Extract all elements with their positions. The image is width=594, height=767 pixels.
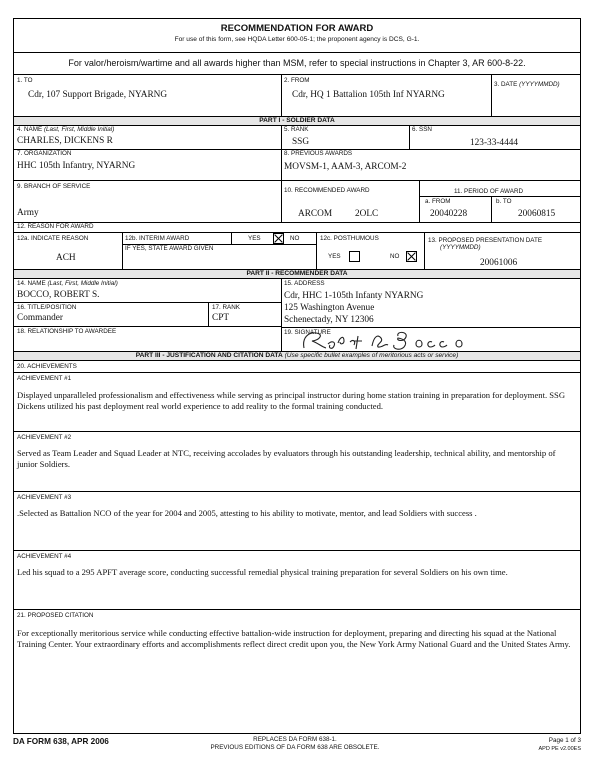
interim-state-label: IF YES, STATE AWARD GIVEN bbox=[125, 245, 214, 252]
form-subtitle: For use of this form, see HQDA Letter 600-05-1; the proponent agency is DCS, G-1. bbox=[174, 36, 420, 43]
recommender-rank-label: 17. RANK bbox=[212, 304, 240, 311]
achievement-3-label: ACHIEVEMENT #3 bbox=[17, 494, 72, 501]
presentation-date-format: (YYYYMMDD) bbox=[440, 244, 481, 251]
indicate-reason-label: 12a. INDICATE REASON bbox=[17, 235, 89, 242]
posthumous-no-label: NO bbox=[390, 253, 400, 260]
form-id: DA FORM 638, APR 2006 bbox=[13, 737, 109, 746]
achievements-label: 20. ACHIEVEMENTS bbox=[17, 363, 77, 370]
title-position-label: 16. TITLE/POSITION bbox=[17, 304, 77, 311]
branch-field[interactable]: Army bbox=[17, 208, 39, 218]
soldier-name-label: 4. NAME (Last, First, Middle Initial) bbox=[17, 126, 115, 133]
interim-award-label: 12b. INTERIM AWARD bbox=[125, 235, 190, 242]
branch-label: 9. BRANCH OF SERVICE bbox=[17, 183, 91, 190]
address-line1[interactable]: Cdr, HHC 1-105th Infanty NYARNG bbox=[284, 291, 424, 301]
presentation-date-field[interactable]: 20061006 bbox=[480, 258, 518, 268]
from-label: 2. FROM bbox=[284, 77, 310, 84]
posthumous-yes-checkbox[interactable] bbox=[349, 251, 360, 262]
rank-label: 5. RANK bbox=[284, 126, 309, 133]
achievement-4-text[interactable]: Led his squad to a 295 APFT average score, conducting successful remedial physical training preparation for several Soldiers on his own time. bbox=[17, 567, 508, 577]
relationship-label: 18. RELATIONSHIP TO AWARDEE bbox=[17, 328, 117, 335]
interim-no-checkbox[interactable] bbox=[273, 233, 284, 244]
org-field[interactable]: HHC 105th Infantry, NYARNG bbox=[17, 161, 136, 171]
achievement-1-label: ACHIEVEMENT #1 bbox=[17, 375, 72, 382]
part3-title: PART III - JUSTIFICATION AND CITATION DATA (Use specific bullet examples of meritorious acts or service) bbox=[135, 352, 459, 359]
achievement-4-label: ACHIEVEMENT #4 bbox=[17, 553, 72, 560]
ssn-field[interactable]: 123-33-4444 bbox=[470, 138, 519, 148]
replaces-line2: PREVIOUS EDITIONS OF DA FORM 638 ARE OBSOLETE. bbox=[210, 744, 380, 751]
page-number: Page 1 of 3 bbox=[548, 737, 581, 744]
citation-label: 21. PROPOSED CITATION bbox=[17, 612, 94, 619]
interim-no-label: NO bbox=[290, 235, 300, 242]
presentation-date-label: 13. PROPOSED PRESENTATION DATE bbox=[428, 237, 543, 244]
soldier-name-field[interactable]: CHARLES, DICKENS R bbox=[17, 136, 113, 146]
recommender-name-field[interactable]: BOCCO, ROBERT S. bbox=[17, 290, 100, 300]
address-label: 15. ADDRESS bbox=[284, 280, 325, 287]
signature-label: 19. SIGNATURE bbox=[284, 329, 331, 336]
achievement-2-text[interactable]: Served as Team Leader and Squad Leader at NTC, receiving accolades by evaluators through his outstanding leadership, technical ability, and mentorship of junior Soldiers. bbox=[17, 448, 556, 469]
period-from-label: a. FROM bbox=[425, 198, 451, 205]
form-instruction: For valor/heroism/wartime and all awards higher than MSM, refer to special instructions in Chapter 3, AR 600-8-22. bbox=[68, 58, 526, 68]
rec-award-field[interactable]: ARCOM bbox=[298, 209, 333, 219]
posthumous-no-checkbox[interactable] bbox=[406, 251, 417, 262]
posthumous-yes-label: YES bbox=[328, 253, 341, 260]
ssn-label: 6. SSN bbox=[412, 126, 432, 133]
rec-award-oak-field[interactable]: 2OLC bbox=[355, 209, 379, 219]
period-from-field[interactable]: 20040228 bbox=[430, 209, 468, 219]
form-version: APD PE v2.00ES bbox=[538, 746, 581, 752]
achievement-1-text[interactable]: Displayed unparalleled professionalism and effectiveness while serving as principal instructor during home station training in preparation for deployment. SSG Dickens utilized his past deployment real world experience to add reality to the formal training conducted. bbox=[17, 390, 566, 411]
to-label: 1. TO bbox=[17, 77, 33, 84]
part2-title: PART II - RECOMMENDER DATA bbox=[246, 270, 348, 277]
address-line2[interactable]: 125 Washington Avenue bbox=[284, 303, 375, 313]
to-field[interactable]: Cdr, 107 Support Brigade, NYARNG bbox=[28, 90, 168, 100]
prev-awards-field[interactable]: MOVSM-1, AAM-3, ARCOM-2 bbox=[284, 162, 407, 172]
indicate-reason-field[interactable]: ACH bbox=[56, 253, 76, 263]
address-line3[interactable]: Schenectady, NY 12306 bbox=[284, 315, 374, 325]
replaces-line1: REPLACES DA FORM 638-1. bbox=[253, 736, 337, 743]
form-title: RECOMMENDATION FOR AWARD bbox=[220, 23, 374, 34]
posthumous-label: 12c. POSTHUMOUS bbox=[320, 235, 379, 242]
title-position-field[interactable]: Commander bbox=[17, 313, 63, 323]
recommender-name-label: 14. NAME (Last, First, Middle Initial) bbox=[17, 280, 118, 287]
achievement-3-text[interactable]: .Selected as Battalion NCO of the year for 2004 and 2005, attesting to his ability to motivate, mentor, and lead Soldiers with success . bbox=[17, 508, 477, 518]
interim-yes-label: YES bbox=[248, 235, 261, 242]
from-field[interactable]: Cdr, HQ 1 Battalion 105th Inf NYARNG bbox=[292, 90, 445, 100]
rec-award-label: 10. RECOMMENDED AWARD bbox=[284, 187, 370, 194]
reason-label: 12. REASON FOR AWARD bbox=[17, 223, 94, 230]
recommender-rank-field[interactable]: CPT bbox=[212, 313, 230, 323]
prev-awards-label: 8. PREVIOUS AWARDS bbox=[284, 150, 353, 157]
org-label: 7. ORGANIZATION bbox=[17, 150, 72, 157]
signature-image bbox=[298, 328, 478, 352]
date-label: 3. DATE (YYYYMMDD) bbox=[494, 81, 560, 88]
period-to-label: b. TO bbox=[496, 198, 512, 205]
part1-title: PART I - SOLDIER DATA bbox=[259, 117, 335, 124]
achievement-2-label: ACHIEVEMENT #2 bbox=[17, 434, 72, 441]
rank-field[interactable]: SSG bbox=[292, 137, 310, 147]
period-to-field[interactable]: 20060815 bbox=[518, 209, 556, 219]
citation-text[interactable]: For exceptionally meritorious service while conducting effective battalion-wide instruction for deployment, preparing and directing his squad at the National Training Center. Your extraordinary efforts and accomplishments reflect direct credit upon you, the New York Army National Guard and the United States Army. bbox=[17, 628, 571, 649]
period-label: 11. PERIOD OF AWARD bbox=[454, 188, 524, 195]
